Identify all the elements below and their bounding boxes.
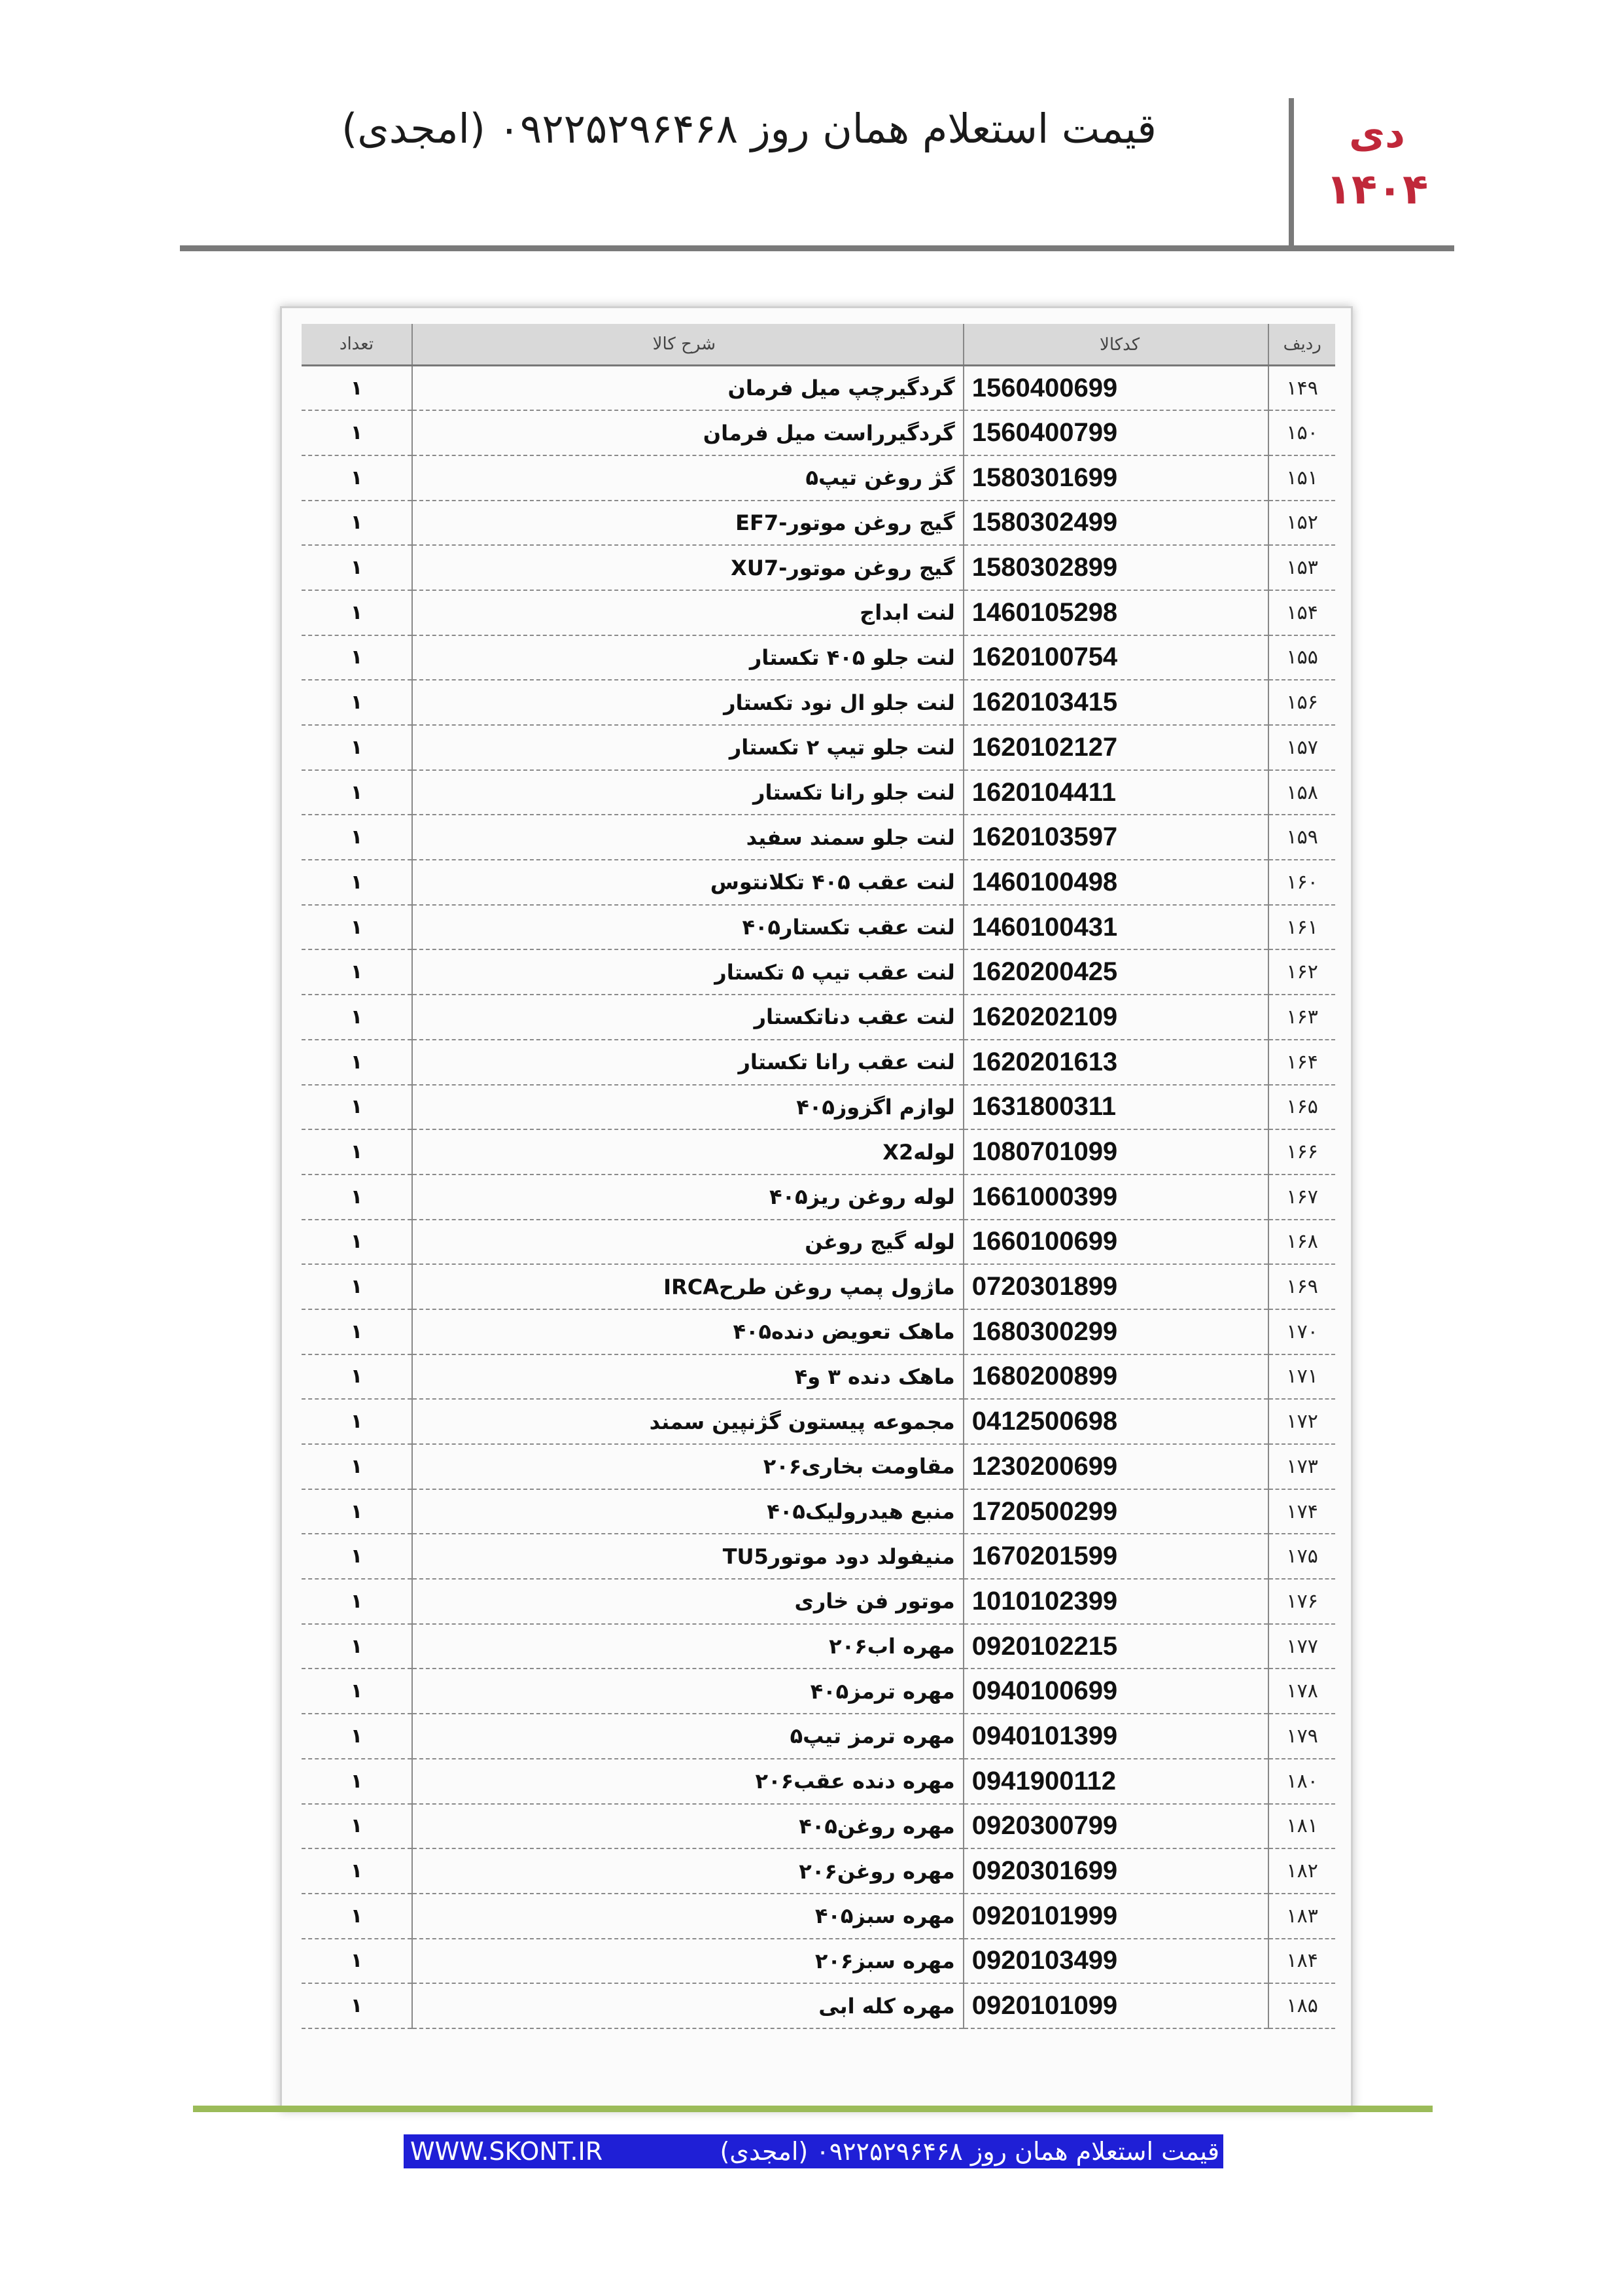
row-number-cell: ۱۸۲: [1268, 1848, 1335, 1894]
row-number-cell: ۱۷۰: [1268, 1309, 1335, 1354]
part-description-cell: لنت جلو تیپ ۲ تکستار: [412, 725, 964, 770]
table-row: [302, 1489, 1335, 1534]
quantity-cell: ۱: [302, 1579, 412, 1624]
quantity-cell: ۱: [302, 1085, 412, 1130]
quantity-cell: ۱: [302, 1129, 412, 1174]
row-number-cell: ۱۴۹: [1268, 366, 1335, 411]
part-description-cell: منبع هیدرولیک۴۰۵: [412, 1489, 964, 1534]
table-row: [302, 1983, 1335, 2028]
part-description-cell: مهره ترمز۴۰۵: [412, 1669, 964, 1714]
quantity-cell: ۱: [302, 1714, 412, 1759]
part-code-cell: 0920101099: [964, 1983, 1269, 2028]
part-code-cell: 0920301699: [964, 1848, 1269, 1894]
quantity-cell: ۱: [302, 1804, 412, 1849]
footer-divider: [193, 2106, 1433, 2112]
part-description-cell: لنت عقب رانا تکستار: [412, 1040, 964, 1085]
part-code-cell: 1620104411: [964, 770, 1269, 815]
header-quantity: تعداد: [302, 324, 412, 366]
part-description-cell: لنت جلو رانا تکستار: [412, 770, 964, 815]
row-number-cell: ۱۷۶: [1268, 1579, 1335, 1624]
parts-table: [302, 324, 1335, 2029]
table-row: [302, 1085, 1335, 1130]
part-code-cell: 0920300799: [964, 1804, 1269, 1849]
quantity-cell: ۱: [302, 366, 412, 411]
page-title: قیمت استعلام همان روز ۰۹۲۲۵۲۹۶۴۶۸ (امجدی): [341, 105, 1157, 152]
row-number-cell: ۱۶۰: [1268, 860, 1335, 905]
table-row: [302, 995, 1335, 1040]
row-number-cell: ۱۷۱: [1268, 1354, 1335, 1400]
part-description-cell: لنت عقب تیپ ۵ تکستار: [412, 949, 964, 995]
part-code-cell: 0940100699: [964, 1669, 1269, 1714]
row-number-cell: ۱۵۷: [1268, 725, 1335, 770]
table-row: [302, 1174, 1335, 1220]
table-row: [302, 545, 1335, 590]
row-number-cell: ۱۷۸: [1268, 1669, 1335, 1714]
table-row: [302, 860, 1335, 905]
row-number-cell: ۱۷۴: [1268, 1489, 1335, 1534]
part-description-cell: منیفولد دود موتورTU5: [412, 1534, 964, 1579]
row-number-cell: ۱۸۴: [1268, 1939, 1335, 1984]
table-row: [302, 1669, 1335, 1714]
table-row: [302, 725, 1335, 770]
part-description-cell: موتور فن خاری: [412, 1579, 964, 1624]
part-description-cell: ماهک دنده ۳ و۴: [412, 1354, 964, 1400]
row-number-cell: ۱۶۹: [1268, 1264, 1335, 1309]
table-row: [302, 1714, 1335, 1759]
part-description-cell: مقاومت بخاری۲۰۶: [412, 1444, 964, 1489]
row-number-cell: ۱۶۵: [1268, 1085, 1335, 1130]
row-number-cell: ۱۶۱: [1268, 905, 1335, 950]
row-number-cell: ۱۶۶: [1268, 1129, 1335, 1174]
part-description-cell: لنت جلو ال نود تکستار: [412, 680, 964, 725]
row-number-cell: ۱۷۳: [1268, 1444, 1335, 1489]
table-header-row: [302, 324, 1335, 366]
part-description-cell: گژ روغن تیپ۵: [412, 455, 964, 501]
part-code-cell: 1620201613: [964, 1040, 1269, 1085]
part-description-cell: لنت جلو ۴۰۵ تکستار: [412, 635, 964, 680]
footer-banner: [404, 2134, 1223, 2168]
table-row: [302, 1040, 1335, 1085]
part-code-cell: 0920101999: [964, 1894, 1269, 1939]
table-row: [302, 1804, 1335, 1849]
part-description-cell: مهره روغن۲۰۶: [412, 1848, 964, 1894]
quantity-cell: ۱: [302, 1759, 412, 1804]
row-number-cell: ۱۷۲: [1268, 1399, 1335, 1444]
row-number-cell: ۱۵۱: [1268, 455, 1335, 501]
part-description-cell: ماهک تعویض دنده۴۰۵: [412, 1309, 964, 1354]
part-code-cell: 1080701099: [964, 1129, 1269, 1174]
quantity-cell: ۱: [302, 1354, 412, 1400]
quantity-cell: ۱: [302, 1894, 412, 1939]
quantity-cell: ۱: [302, 860, 412, 905]
table-row: [302, 680, 1335, 725]
quantity-cell: ۱: [302, 1399, 412, 1444]
part-description-cell: گردگیرراست میل فرمان: [412, 410, 964, 455]
table-row: [302, 366, 1335, 411]
table-row: [302, 1939, 1335, 1984]
table-row: [302, 1220, 1335, 1265]
part-description-cell: مهره اب۲۰۶: [412, 1624, 964, 1669]
part-description-cell: لنت عقب دناتکستار: [412, 995, 964, 1040]
table-row: [302, 1624, 1335, 1669]
quantity-cell: ۱: [302, 1534, 412, 1579]
quantity-cell: ۱: [302, 1983, 412, 2028]
quantity-cell: ۱: [302, 1220, 412, 1265]
row-number-cell: ۱۸۱: [1268, 1804, 1335, 1849]
quantity-cell: ۱: [302, 1848, 412, 1894]
part-description-cell: مهره دنده عقب۲۰۶: [412, 1759, 964, 1804]
part-description-cell: لنت عقب ۴۰۵ تکلانتوس: [412, 860, 964, 905]
part-code-cell: 1620103597: [964, 815, 1269, 860]
part-code-cell: 0920103499: [964, 1939, 1269, 1984]
quantity-cell: ۱: [302, 1939, 412, 1984]
row-number-cell: ۱۵۳: [1268, 545, 1335, 590]
part-code-cell: 0920102215: [964, 1624, 1269, 1669]
table-row: [302, 1129, 1335, 1174]
quantity-cell: ۱: [302, 770, 412, 815]
part-description-cell: ماژول پمپ روغن طرحIRCA: [412, 1264, 964, 1309]
table-row: [302, 949, 1335, 995]
part-code-cell: 1460100431: [964, 905, 1269, 950]
quantity-cell: ۱: [302, 635, 412, 680]
part-code-cell: 1230200699: [964, 1444, 1269, 1489]
row-number-cell: ۱۶۷: [1268, 1174, 1335, 1220]
part-description-cell: گیج روغن موتور-XU7: [412, 545, 964, 590]
part-description-cell: لوله روغن ریز۴۰۵: [412, 1174, 964, 1220]
quantity-cell: ۱: [302, 1309, 412, 1354]
header-row-number: ردیف: [1268, 324, 1335, 366]
header-code: کدکالا: [964, 324, 1269, 366]
quantity-cell: ۱: [302, 1444, 412, 1489]
part-code-cell: 1580302499: [964, 501, 1269, 546]
part-code-cell: 1580301699: [964, 455, 1269, 501]
quantity-cell: ۱: [302, 410, 412, 455]
part-description-cell: لنت جلو سمند سفید: [412, 815, 964, 860]
part-code-cell: 1620202109: [964, 995, 1269, 1040]
part-description-cell: گردگیرچپ میل فرمان: [412, 366, 964, 411]
quantity-cell: ۱: [302, 905, 412, 950]
table-row: [302, 410, 1335, 455]
table-body: [302, 366, 1335, 2028]
quantity-cell: ۱: [302, 815, 412, 860]
header-vertical-divider: [1289, 98, 1294, 247]
date-block: [1299, 108, 1456, 219]
table-row: [302, 1309, 1335, 1354]
quantity-cell: ۱: [302, 1174, 412, 1220]
row-number-cell: ۱۵۴: [1268, 590, 1335, 635]
row-number-cell: ۱۵۹: [1268, 815, 1335, 860]
quantity-cell: ۱: [302, 1669, 412, 1714]
part-code-cell: 1620200425: [964, 949, 1269, 995]
part-description-cell: مهره ترمز تیپ۵: [412, 1714, 964, 1759]
scanned-price-list: [280, 306, 1353, 2111]
part-code-cell: 1580302899: [964, 545, 1269, 590]
table-row: [302, 815, 1335, 860]
table-row: [302, 1848, 1335, 1894]
table-row: [302, 1894, 1335, 1939]
part-code-cell: 1560400699: [964, 366, 1269, 411]
quantity-cell: ۱: [302, 680, 412, 725]
row-number-cell: ۱۵۶: [1268, 680, 1335, 725]
row-number-cell: ۱۵۲: [1268, 501, 1335, 546]
quantity-cell: ۱: [302, 1040, 412, 1085]
part-description-cell: مهره سبز۲۰۶: [412, 1939, 964, 1984]
part-description-cell: لولهX2: [412, 1129, 964, 1174]
part-description-cell: لوازم اگزوز۴۰۵: [412, 1085, 964, 1130]
table-row: [302, 1759, 1335, 1804]
table-row: [302, 1399, 1335, 1444]
row-number-cell: ۱۷۵: [1268, 1534, 1335, 1579]
table-row: [302, 501, 1335, 546]
quantity-cell: ۱: [302, 1624, 412, 1669]
row-number-cell: ۱۶۲: [1268, 949, 1335, 995]
part-description-cell: مهره روغن۴۰۵: [412, 1804, 964, 1849]
part-code-cell: 1560400799: [964, 410, 1269, 455]
part-description-cell: مجموعه پیستون گژنپین سمند: [412, 1399, 964, 1444]
table-row: [302, 1264, 1335, 1309]
quantity-cell: ۱: [302, 501, 412, 546]
row-number-cell: ۱۷۹: [1268, 1714, 1335, 1759]
header-horizontal-divider: [180, 245, 1454, 251]
quantity-cell: ۱: [302, 725, 412, 770]
table-row: [302, 1444, 1335, 1489]
table-row: [302, 770, 1335, 815]
quantity-cell: ۱: [302, 545, 412, 590]
table-row: [302, 1534, 1335, 1579]
table-row: [302, 905, 1335, 950]
part-code-cell: 1460100498: [964, 860, 1269, 905]
row-number-cell: ۱۵۰: [1268, 410, 1335, 455]
part-code-cell: 0412500698: [964, 1399, 1269, 1444]
table-row: [302, 635, 1335, 680]
part-code-cell: 1660100699: [964, 1220, 1269, 1265]
row-number-cell: ۱۶۸: [1268, 1220, 1335, 1265]
part-code-cell: 0720301899: [964, 1264, 1269, 1309]
part-code-cell: 1460105298: [964, 590, 1269, 635]
part-description-cell: گیج روغن موتور-EF7: [412, 501, 964, 546]
row-number-cell: ۱۶۳: [1268, 995, 1335, 1040]
quantity-cell: ۱: [302, 455, 412, 501]
quantity-cell: ۱: [302, 995, 412, 1040]
part-description-cell: لوله گیج روغن: [412, 1220, 964, 1265]
part-description-cell: مهره سبز۴۰۵: [412, 1894, 964, 1939]
part-code-cell: 1010102399: [964, 1579, 1269, 1624]
part-code-cell: 0941900112: [964, 1759, 1269, 1804]
footer-contact-text: قیمت استعلام همان روز ۰۹۲۲۵۲۹۶۴۶۸ (امجدی): [720, 2137, 1219, 2166]
part-code-cell: 1620102127: [964, 725, 1269, 770]
quantity-cell: ۱: [302, 1489, 412, 1534]
part-code-cell: 1670201599: [964, 1534, 1269, 1579]
footer-website[interactable]: WWW.SKONT.IR: [410, 2137, 603, 2166]
row-number-cell: ۱۸۰: [1268, 1759, 1335, 1804]
row-number-cell: ۱۶۴: [1268, 1040, 1335, 1085]
part-code-cell: 1661000399: [964, 1174, 1269, 1220]
quantity-cell: ۱: [302, 590, 412, 635]
row-number-cell: ۱۷۷: [1268, 1624, 1335, 1669]
part-code-cell: 1680200899: [964, 1354, 1269, 1400]
part-code-cell: 1620103415: [964, 680, 1269, 725]
part-description-cell: لنت ابداج: [412, 590, 964, 635]
header-description: شرح کالا: [412, 324, 964, 366]
row-number-cell: ۱۸۵: [1268, 1983, 1335, 2028]
date-year: ۱۴۰۴: [1325, 166, 1429, 214]
date-month: دی: [1349, 111, 1405, 157]
part-code-cell: 1680300299: [964, 1309, 1269, 1354]
row-number-cell: ۱۵۸: [1268, 770, 1335, 815]
part-code-cell: 1720500299: [964, 1489, 1269, 1534]
part-description-cell: لنت عقب تکستار۴۰۵: [412, 905, 964, 950]
row-number-cell: ۱۵۵: [1268, 635, 1335, 680]
row-number-cell: ۱۸۳: [1268, 1894, 1335, 1939]
part-description-cell: مهره کله ابی: [412, 1983, 964, 2028]
part-code-cell: 1631800311: [964, 1085, 1269, 1130]
quantity-cell: ۱: [302, 1264, 412, 1309]
part-code-cell: 0940101399: [964, 1714, 1269, 1759]
table-row: [302, 590, 1335, 635]
table-row: [302, 1579, 1335, 1624]
table-row: [302, 1354, 1335, 1400]
table-row: [302, 455, 1335, 501]
quantity-cell: ۱: [302, 949, 412, 995]
part-code-cell: 1620100754: [964, 635, 1269, 680]
